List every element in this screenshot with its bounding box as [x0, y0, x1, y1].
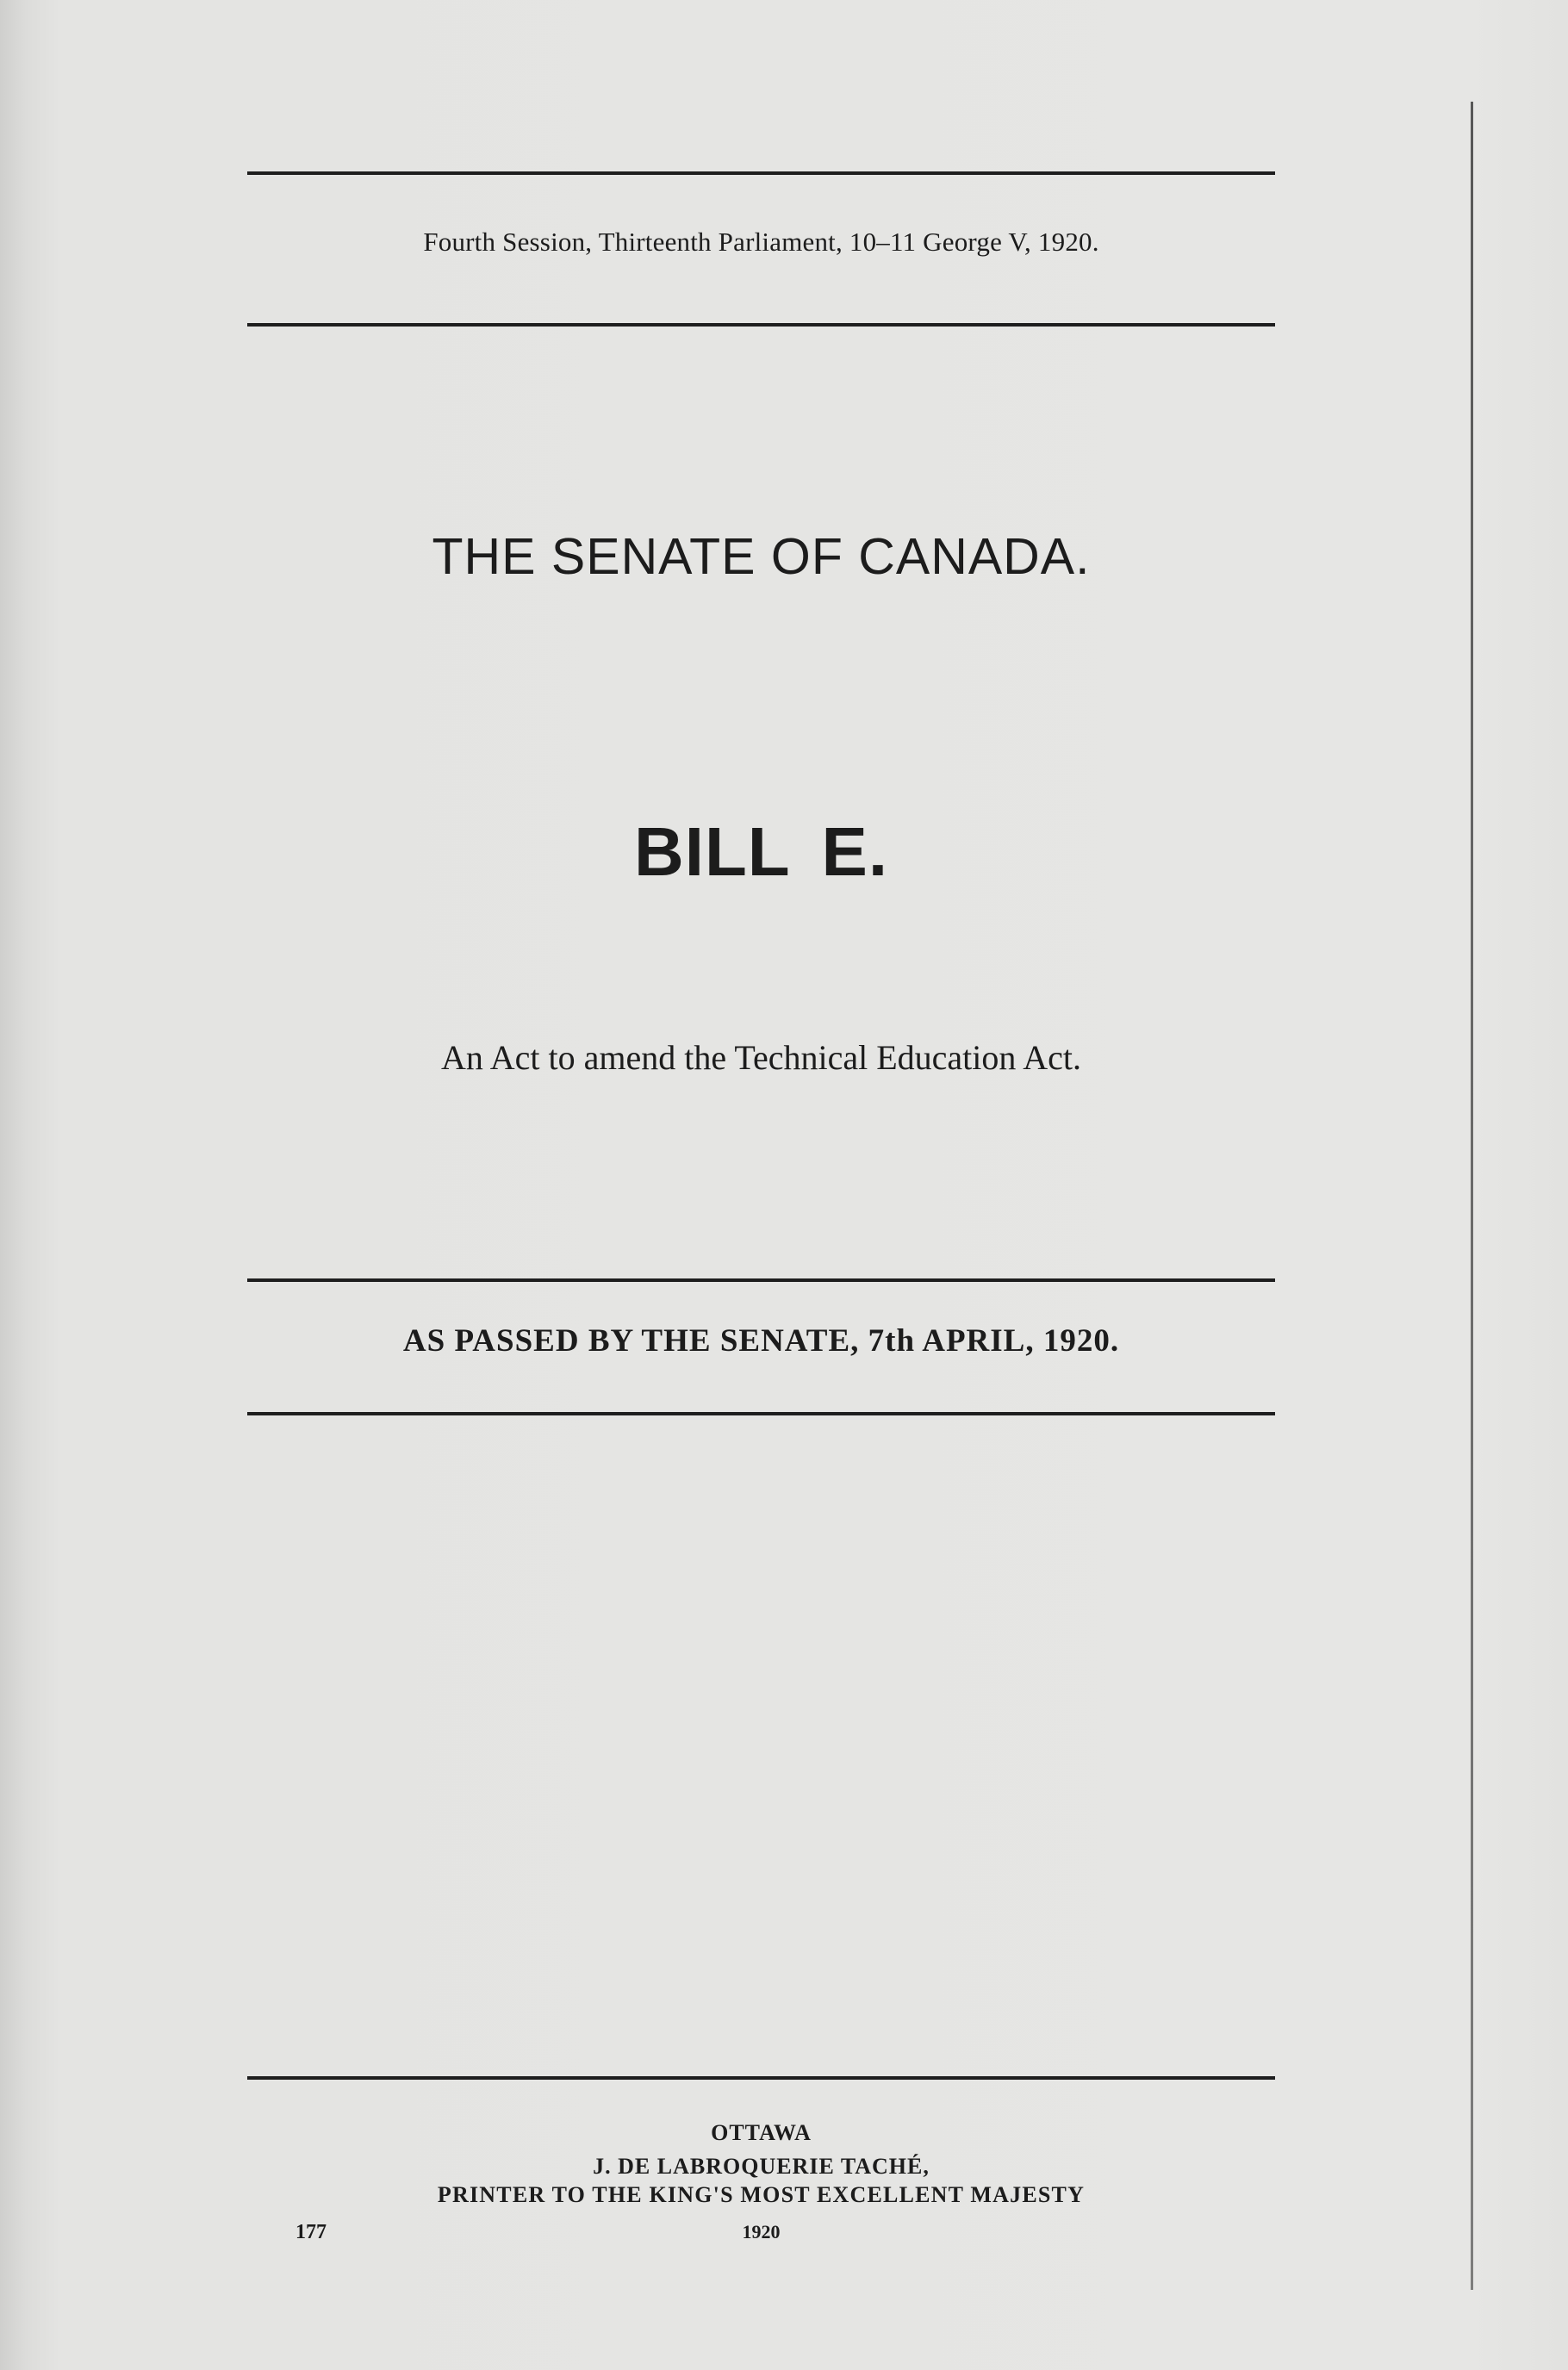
passed-status: AS PASSED BY THE SENATE, 7th APRIL, 1920.: [402, 1323, 1120, 1359]
sheet-number: 177: [296, 2221, 327, 2243]
act-title: An Act to amend the Technical Education Act.: [441, 1038, 1081, 1077]
printer-title: PRINTER TO THE KING'S MOST EXCELLENT MAJESTY: [437, 2182, 1086, 2207]
imprint-top-rule: [247, 2076, 1275, 2080]
status-top-rule: [247, 1278, 1275, 1282]
header-top-rule: [247, 171, 1275, 175]
bill-title: BILL E.: [633, 813, 889, 890]
imprint-year: 1920: [742, 2221, 781, 2242]
header-bottom-rule: [247, 323, 1275, 327]
page-edge-shadow: [1471, 102, 1473, 2290]
printer-name: J. DE LABROQUERIE TACHÉ,: [593, 2154, 930, 2179]
session-line: Fourth Session, Thirteenth Parliament, 10–11 George V, 1920.: [423, 227, 1099, 257]
imprint-place: OTTAWA: [711, 2120, 812, 2145]
chamber-title: THE SENATE OF CANADA.: [432, 528, 1091, 585]
status-bottom-rule: [247, 1412, 1275, 1415]
